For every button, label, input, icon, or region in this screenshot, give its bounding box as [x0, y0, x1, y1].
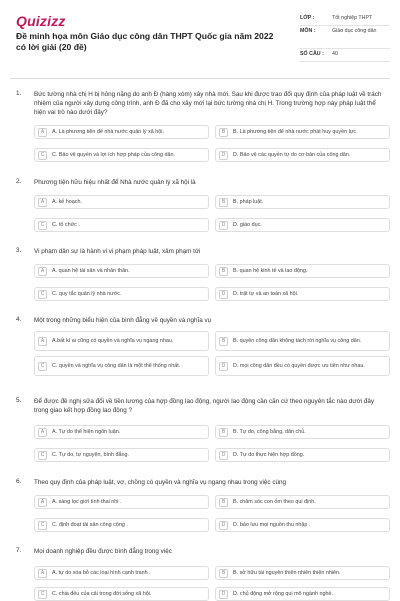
- option-d[interactable]: [215, 218, 390, 232]
- option-letter: D: [219, 362, 228, 371]
- option-c[interactable]: [34, 287, 209, 301]
- question-text: Vi phạm dân sự là hành vi vi phạm pháp luật, xâm phạm tới: [34, 248, 201, 255]
- option-b[interactable]: [215, 331, 390, 351]
- meta-row-grade: [300, 13, 390, 26]
- option-letter: B: [219, 267, 228, 276]
- option-text: C. Tự do, tự nguyện, bình đẳng.: [52, 451, 129, 458]
- question-text: Bức tường nhà chị H bị hỏng nặng do anh Đ (hàng xóm) xây nhà mới. Sau khi được trao đổi quy định của pháp luật về trách nhiệm của người xây dựng công trình, anh Đ đã cho xây mới lại bức tường nhà chị H. Trong trường hợp này pháp luật thể hiện vai trò nào dưới đây?: [34, 91, 382, 116]
- option-letter: C: [38, 590, 47, 599]
- option-text: C. quy tắc quản lý nhà nước.: [52, 290, 122, 297]
- option-c[interactable]: [34, 587, 209, 601]
- option-text: A.bất kì ai cũng có quyền và nghĩa vụ ngang nhau.: [52, 337, 174, 344]
- option-b[interactable]: [215, 125, 390, 139]
- meta-table: [300, 13, 390, 62]
- option-letter: C: [38, 362, 47, 371]
- question-number: 3.: [16, 247, 22, 254]
- option-letter: A: [38, 569, 47, 578]
- option-letter: D: [219, 221, 228, 230]
- question-number: 5.: [16, 397, 22, 404]
- option-text: C. chia đều của cải trong đời sống xã hội.: [52, 590, 152, 597]
- header-divider: [10, 78, 390, 79]
- option-text: B. pháp luật.: [233, 198, 264, 205]
- option-d[interactable]: [215, 287, 390, 301]
- option-text: A. sàng lọc giới tính thai nhi .: [52, 498, 122, 505]
- option-text: D. giáo dục.: [233, 221, 262, 228]
- option-d[interactable]: [215, 448, 390, 462]
- meta-label: LỚP :: [300, 15, 315, 21]
- option-text: D. bảo lưu mọi nguồn thu nhập .: [233, 521, 311, 528]
- option-text: C. định đoạt tài sản công cộng .: [52, 521, 128, 528]
- option-text: A. Là phương tiện để nhà nước quản lý xã hội.: [52, 128, 164, 135]
- option-b[interactable]: [215, 264, 390, 278]
- option-b[interactable]: [215, 425, 390, 439]
- question-text: Một trong những biểu hiện của bình đẳng về quyền và nghĩa vụ: [34, 317, 212, 324]
- option-letter: D: [219, 590, 228, 599]
- option-text: A. Tự do thể hiện ngôn luận.: [52, 428, 121, 435]
- option-text: D. Tự do thực hiện hợp đồng.: [233, 451, 305, 458]
- option-text: B. quyền công dân không tách rời nghĩa vụ công dân.: [233, 337, 362, 344]
- page-title: Đề minh họa môn Giáo dục công dân THPT Quốc gia năm 2022 có lời giải (20 đề): [16, 31, 274, 52]
- option-d[interactable]: [215, 356, 390, 376]
- option-a[interactable]: [34, 425, 209, 439]
- option-text: D. trật tự và an toàn xã hội.: [233, 290, 299, 297]
- option-text: D. Bảo vệ các quyền tự do cơ bản của công dân.: [233, 151, 351, 158]
- option-a[interactable]: [34, 125, 209, 139]
- option-text: D. mọi công dân đều có quyền được ưu tiên như nhau.: [233, 362, 365, 369]
- option-letter: D: [219, 451, 228, 460]
- option-text: B. sở hữu tài nguyên thiên nhiên thiên nhiên.: [233, 569, 341, 576]
- meta-row-count: [300, 49, 390, 62]
- option-d[interactable]: [215, 148, 390, 162]
- option-a[interactable]: [34, 495, 209, 509]
- meta-value: Giáo dục công dân: [332, 28, 377, 34]
- option-b[interactable]: [215, 195, 390, 209]
- option-c[interactable]: [34, 218, 209, 232]
- option-text: B. Là phương tiện để nhà nước phát huy quyền lực.: [233, 128, 358, 135]
- option-text: B. chăm sóc con ốm theo qui định.: [233, 498, 316, 505]
- option-letter: D: [219, 521, 228, 530]
- option-a[interactable]: [34, 566, 209, 580]
- option-text: C. quyền và nghĩa vụ công dân là một thể thống nhất.: [52, 362, 181, 369]
- option-letter: B: [219, 337, 228, 346]
- option-letter: B: [219, 428, 228, 437]
- question-text: Theo quy định của pháp luật, vợ, chồng có quyền và nghĩa vụ ngang nhau trong việc cùng: [34, 479, 286, 486]
- question-text: Mọi doanh nghiệp đều được bình đẳng trong việc: [34, 548, 172, 555]
- option-text: B. Tự do, công bằng, dân chủ.: [233, 428, 306, 435]
- option-letter: D: [219, 151, 228, 160]
- option-letter: B: [219, 128, 228, 137]
- meta-label: SỐ CÂU :: [300, 51, 324, 57]
- question-number: 2.: [16, 178, 22, 185]
- option-c[interactable]: [34, 148, 209, 162]
- meta-row-subject: [300, 26, 390, 49]
- option-b[interactable]: [215, 566, 390, 580]
- option-letter: C: [38, 521, 47, 530]
- question-text: Để được đề nghị sửa đổi về tiền lương của hợp đồng lao động, người lao động cần căn cứ theo nguyên tắc nào dưới đây trong giao kết hợp đồng lao động ?: [34, 398, 375, 414]
- option-a[interactable]: [34, 195, 209, 209]
- option-a[interactable]: [34, 331, 209, 351]
- meta-value: 40: [332, 51, 338, 57]
- option-letter: C: [38, 221, 47, 230]
- option-c[interactable]: [34, 356, 209, 376]
- option-letter: A: [38, 428, 47, 437]
- option-letter: A: [38, 498, 47, 507]
- option-letter: C: [38, 151, 47, 160]
- option-text: C. tổ chức .: [52, 221, 80, 228]
- option-letter: C: [38, 290, 47, 299]
- option-letter: B: [219, 498, 228, 507]
- option-text: A. tự do xóa bỏ các loại hình cạnh tranh .: [52, 569, 151, 576]
- quizizz-logo[interactable]: Quizizz: [16, 13, 66, 29]
- option-text: D. chủ động mở rộng qui mô ngành nghề.: [233, 590, 334, 597]
- option-text: B. quan hệ kinh tế và lao động.: [233, 267, 308, 274]
- option-d[interactable]: [215, 518, 390, 532]
- option-text: A. kế hoạch.: [52, 198, 82, 205]
- question-number: 6.: [16, 478, 22, 485]
- meta-value: Tốt nghiệp THPT: [332, 15, 373, 21]
- question-number: 1.: [16, 90, 22, 97]
- option-a[interactable]: [34, 264, 209, 278]
- question-text: Phương tiện hữu hiệu nhất để Nhà nước quản lý xã hội là: [34, 179, 196, 186]
- option-letter: A: [38, 128, 47, 137]
- option-letter: A: [38, 267, 47, 276]
- option-letter: A: [38, 337, 47, 346]
- option-letter: B: [219, 569, 228, 578]
- option-c[interactable]: [34, 518, 209, 532]
- question-number: 4.: [16, 316, 22, 323]
- option-b[interactable]: [215, 495, 390, 509]
- meta-label: MÔN :: [300, 28, 316, 34]
- option-letter: A: [38, 198, 47, 207]
- option-text: C. Bảo vệ quyền và lợi ích hợp pháp của công dân.: [52, 151, 176, 158]
- option-d[interactable]: [215, 587, 390, 601]
- option-letter: B: [219, 198, 228, 207]
- option-letter: D: [219, 290, 228, 299]
- option-c[interactable]: [34, 448, 209, 462]
- question-number: 7.: [16, 547, 22, 554]
- option-letter: C: [38, 451, 47, 460]
- option-text: A. quan hệ tài sản và nhân thân.: [52, 267, 130, 274]
